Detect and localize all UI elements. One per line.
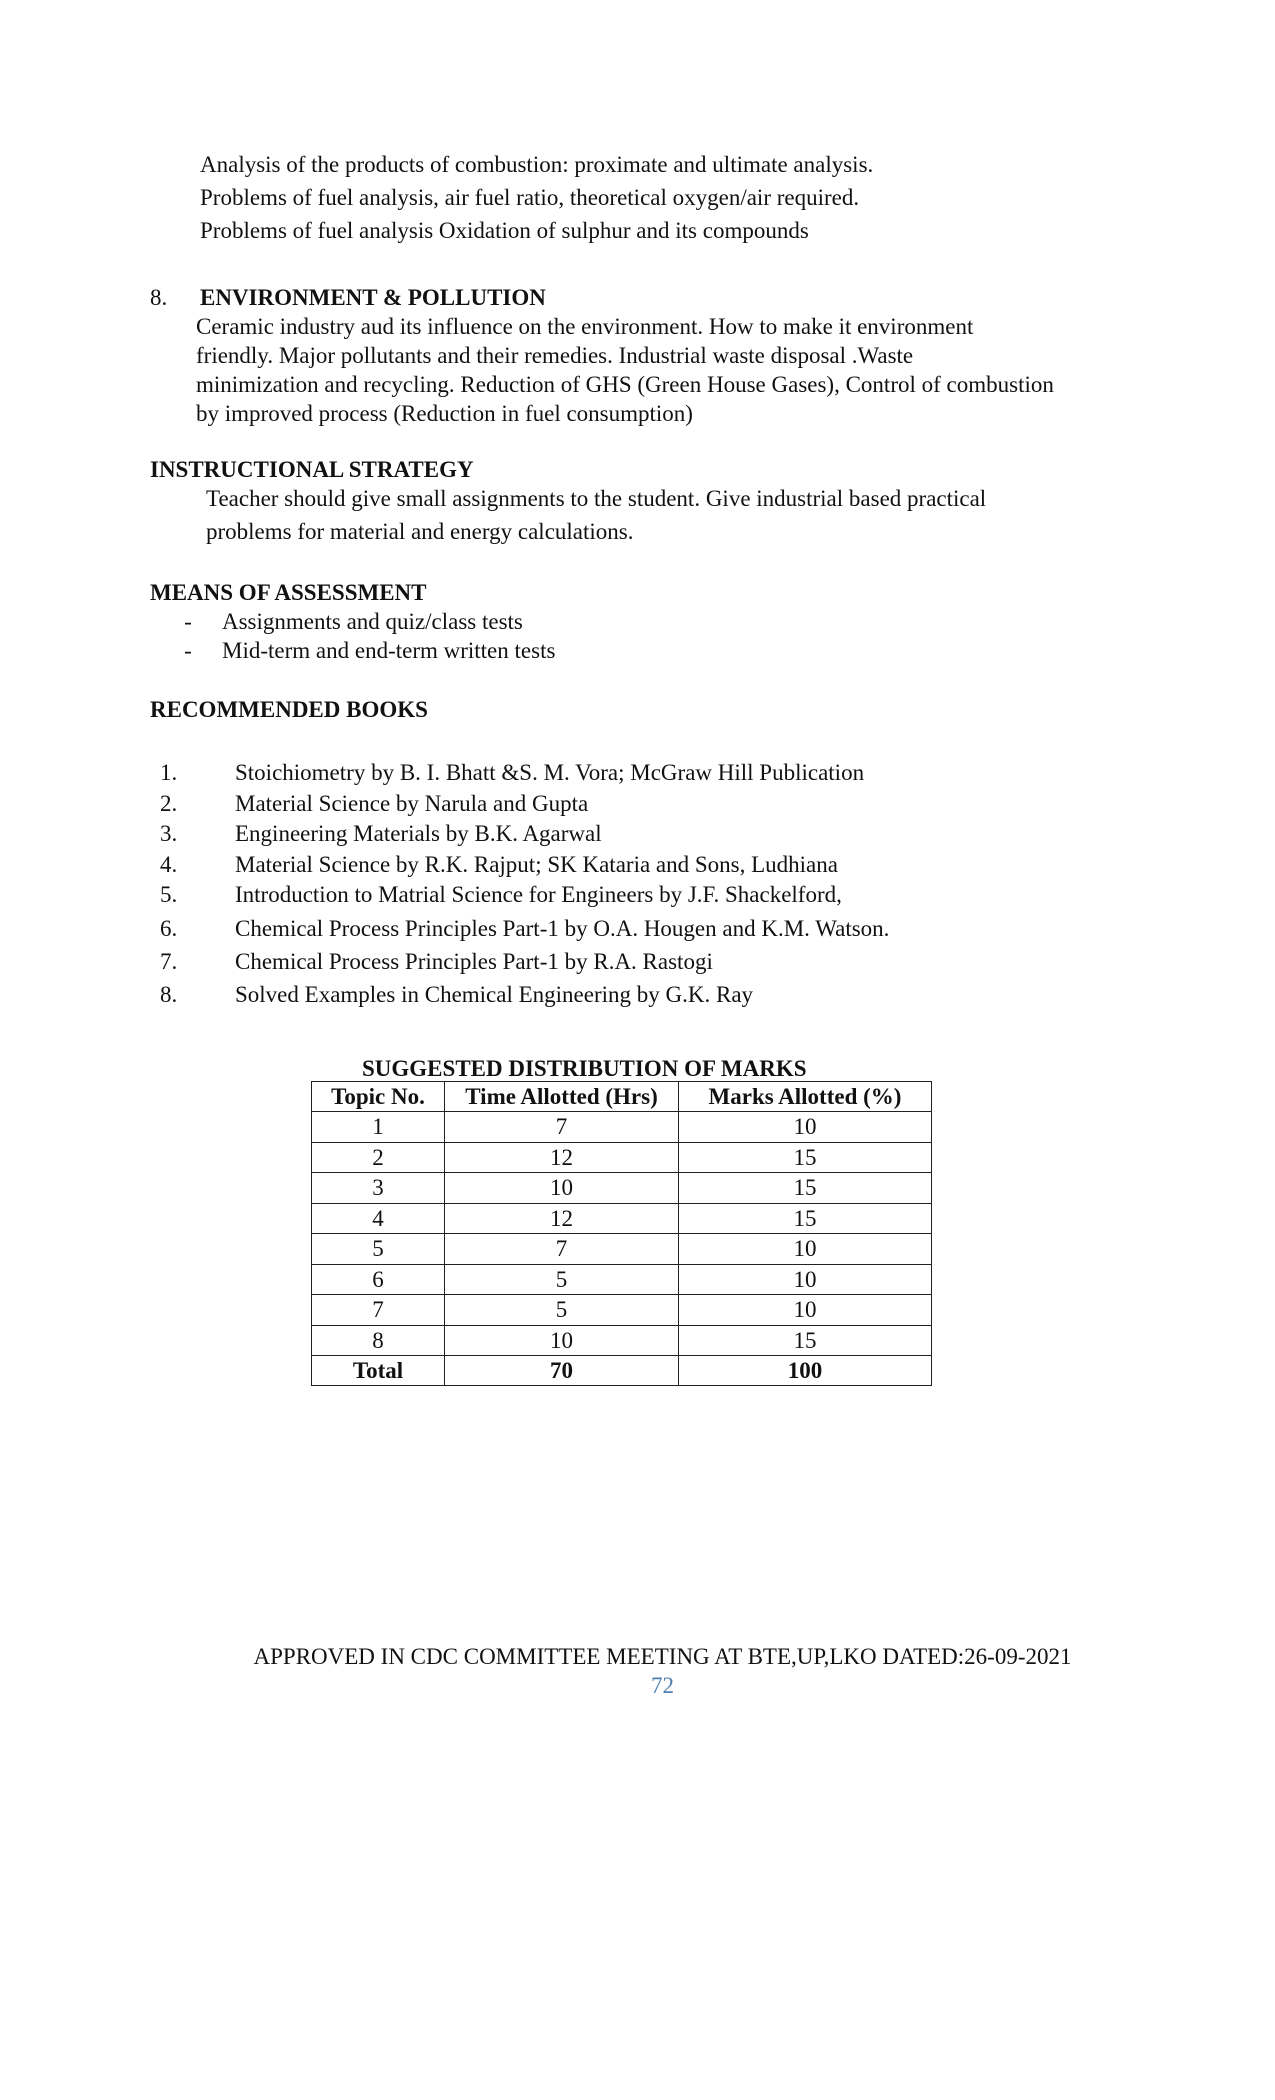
marks-cell: 15 [679,1325,932,1355]
marks-cell: 10 [679,1234,932,1264]
book-title: Material Science by Narula and Gupta [235,790,589,816]
book-item [150,758,889,789]
table-row [312,1295,932,1325]
column-header-time: Time Allotted (Hrs) [445,1082,679,1112]
time-cell: 10 [445,1173,679,1203]
recommended-books [150,695,889,1013]
table-header-row [312,1082,932,1112]
assessment-item [150,607,555,636]
books-list [150,758,889,1013]
book-item [150,789,889,820]
section-line: minimization and recycling. Reduction of GHS (Green House Gases), Control of combustion [196,372,1054,398]
assessment-text: Assignments and quiz/class tests [222,609,523,635]
table-row [312,1142,932,1172]
topic-cell: 2 [312,1142,445,1172]
marks-cell: 15 [679,1173,932,1203]
books-heading: RECOMMENDED BOOKS [150,697,428,722]
book-number: 8. [160,981,178,1007]
book-title: Material Science by R.K. Rajput; SK Kataria and Sons, Ludhiana [235,851,838,877]
time-cell: 5 [445,1264,679,1294]
instructional-strategy [150,455,1150,550]
topic-cell: 8 [312,1325,445,1355]
book-title: Chemical Process Principles Part-1 by O.A. Hougen and K.M. Watson. [235,915,890,941]
time-cell: 7 [445,1234,679,1264]
topic-cell: 1 [312,1112,445,1142]
section-body [196,312,1196,428]
section-number: 8. [150,285,168,310]
book-number: 1. [160,760,178,786]
section-line: Ceramic industry aud its influence on the environment. How to make it environment [196,314,974,340]
book-number: 7. [160,948,178,974]
intro-line: Problems of fuel analysis Oxidation of sulphur and its compounds [200,218,809,243]
assessment-text: Mid-term and end-term written tests [222,638,556,664]
marks-cell: 15 [679,1142,932,1172]
topic-cell: 7 [312,1295,445,1325]
book-item [150,850,889,881]
book-item [150,880,889,911]
topic-cell: 6 [312,1264,445,1294]
strategy-line: Teacher should give small assignments to the student. Give industrial based practical [206,486,987,512]
section-environment-pollution [150,283,1150,428]
book-number: 3. [160,821,178,847]
intro-block [200,150,873,249]
time-cell: 5 [445,1295,679,1325]
approval-footer: APPROVED IN CDC COMMITTEE MEETING AT BTE,UP,LKO DATED:26-09-2021 [253,1644,1072,1669]
table-row [312,1234,932,1264]
time-cell: 10 [445,1325,679,1355]
means-of-assessment [150,578,555,665]
assessment-item [150,636,555,665]
table-row [312,1325,932,1355]
bullet-dash: - [184,638,192,664]
book-number: 4. [160,851,178,877]
table-row [312,1112,932,1142]
strategy-heading: INSTRUCTIONAL STRATEGY [150,457,474,482]
topic-cell: 3 [312,1173,445,1203]
book-item [150,819,889,850]
table-row [312,1203,932,1233]
book-title: Stoichiometry by B. I. Bhatt &S. M. Vora; McGraw Hill Publication [235,760,865,786]
section-line: by improved process (Reduction in fuel consumption) [196,401,693,427]
book-number: 2. [160,790,178,816]
marks-distribution-table [311,1081,932,1386]
table-total-row [312,1355,932,1385]
table-row [312,1173,932,1203]
column-header-marks: Marks Allotted (%) [679,1082,932,1112]
section-title: ENVIRONMENT & POLLUTION [200,285,546,310]
marks-table-title: SUGGESTED DISTRIBUTION OF MARKS [362,1056,807,1081]
book-item [150,980,889,1013]
topic-cell: 4 [312,1203,445,1233]
marks-cell: 10 [679,1295,932,1325]
column-header-topic: Topic No. [312,1082,445,1112]
intro-line: Analysis of the products of combustion: proximate and ultimate analysis. [200,152,874,177]
bullet-dash: - [184,609,192,635]
time-cell: 12 [445,1142,679,1172]
time-cell: 12 [445,1203,679,1233]
time-cell: 7 [445,1112,679,1142]
book-number: 5. [160,882,178,908]
book-item [150,947,889,980]
section-heading [150,283,1150,312]
book-number: 6. [160,915,178,941]
book-item [150,911,889,947]
marks-cell: 10 [679,1112,932,1142]
page-number: 72 [651,1673,674,1698]
book-title: Solved Examples in Chemical Engineering by G.K. Ray [235,981,754,1007]
section-line: friendly. Major pollutants and their remedies. Industrial waste disposal .Waste [196,343,914,369]
assessment-heading: MEANS OF ASSESSMENT [150,580,427,605]
marks-cell: 10 [679,1264,932,1294]
marks-cell: 15 [679,1203,932,1233]
strategy-body [206,484,1150,550]
book-title: Chemical Process Principles Part-1 by R.A. Rastogi [235,948,713,974]
intro-line: Problems of fuel analysis, air fuel ratio, theoretical oxygen/air required. [200,185,860,210]
book-title: Introduction to Matrial Science for Engineers by J.F. Shackelford, [235,882,842,908]
book-title: Engineering Materials by B.K. Agarwal [235,821,602,847]
total-marks-cell: 100 [679,1355,932,1385]
topic-cell: 5 [312,1234,445,1264]
strategy-line: problems for material and energy calculations. [206,519,634,545]
total-time-cell: 70 [445,1355,679,1385]
total-label-cell: Total [312,1355,445,1385]
table-row [312,1264,932,1294]
